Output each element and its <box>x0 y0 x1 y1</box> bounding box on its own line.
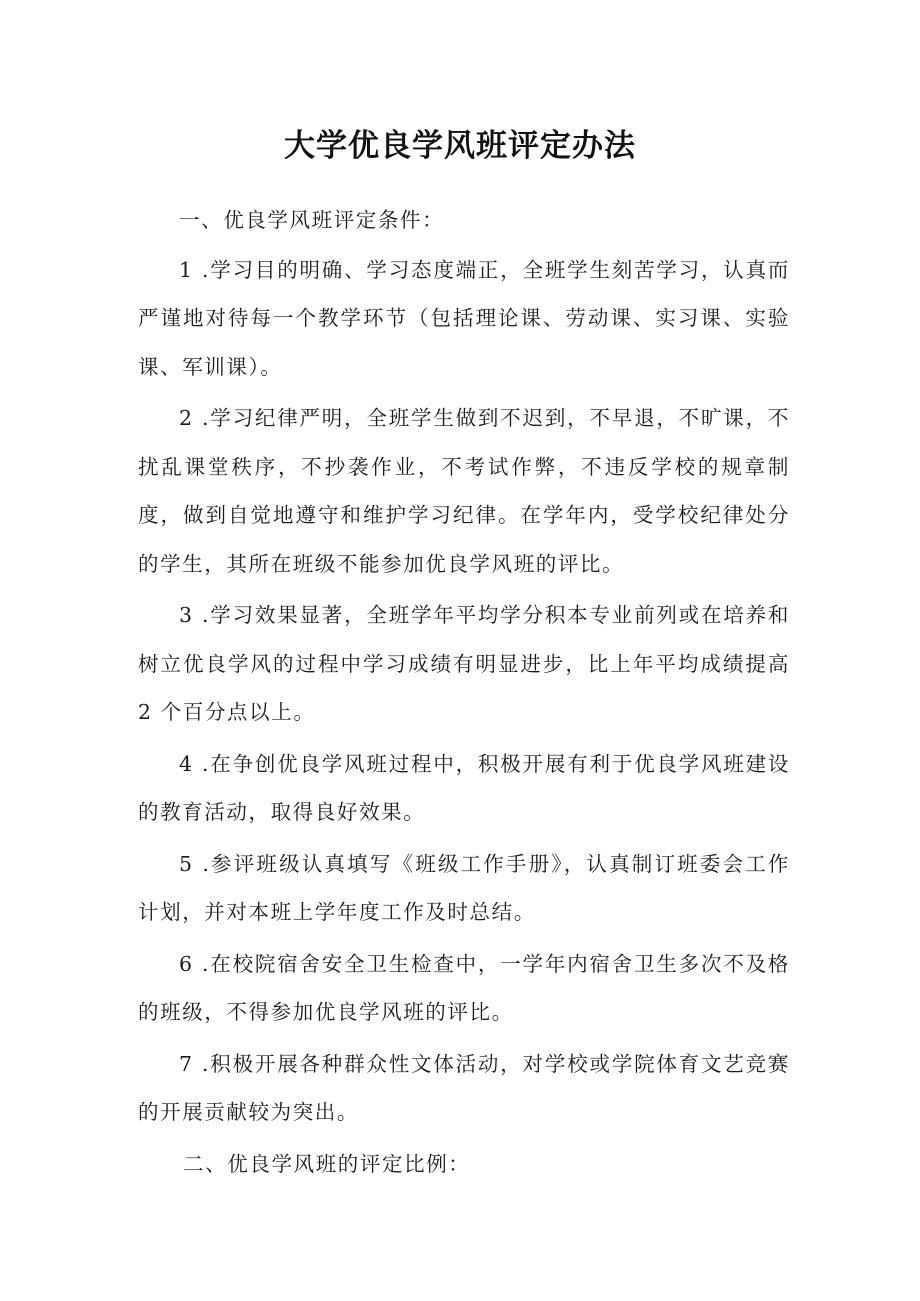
document-body <box>138 196 790 1189</box>
section-heading-criteria: 一、优良学风班评定条件： <box>179 208 445 232</box>
criteria-item-7: 7 .积极开展各种群众性文体活动，对学校或学院体育文艺竞赛的开展贡献较为突出。 <box>138 1051 790 1124</box>
document-title: 大学优良学风班评定办法 <box>284 128 636 164</box>
criteria-item-4: 4 .在争创优良学风班过程中，积极开展有利于优良学风班建设的教育活动，取得良好效果。 <box>138 751 790 824</box>
criteria-item-5: 5 .参评班级认真填写《班级工作手册》，认真制订班委会工作计划，并对本班上学年度工作及时总结。 <box>138 851 790 924</box>
criteria-item-3: 3 .学习效果显著，全班学年平均学分积本专业前列或在培养和树立优良学风的过程中学习成绩有明显进步，比上年平均成绩提高 2 个百分点以上。 <box>138 603 790 724</box>
criteria-item-1: 1 .学习目的明确、学习态度端正，全班学生刻苦学习，认真而严谨地对待每一个教学环节（包括理论课、劳动课、实习课、实验课、军训课）。 <box>138 257 790 379</box>
criteria-item-2: 2 .学习纪律严明，全班学生做到不迟到，不早退，不旷课，不扰乱课堂秩序，不抄袭作业，不考试作弊，不违反学校的规章制度，做到自觉地遵守和维护学习纪律。在学年内，受学校纪律处分的学生，其所在班级不能参加优良学风班的评比。 <box>138 406 790 576</box>
section-heading-ratio: 二、优良学风班的评定比例： <box>183 1151 471 1176</box>
criteria-item-6: 6 .在校院宿舍安全卫生检查中，一学年内宿舍卫生多次不及格的班级，不得参加优良学风班的评比。 <box>138 951 790 1024</box>
